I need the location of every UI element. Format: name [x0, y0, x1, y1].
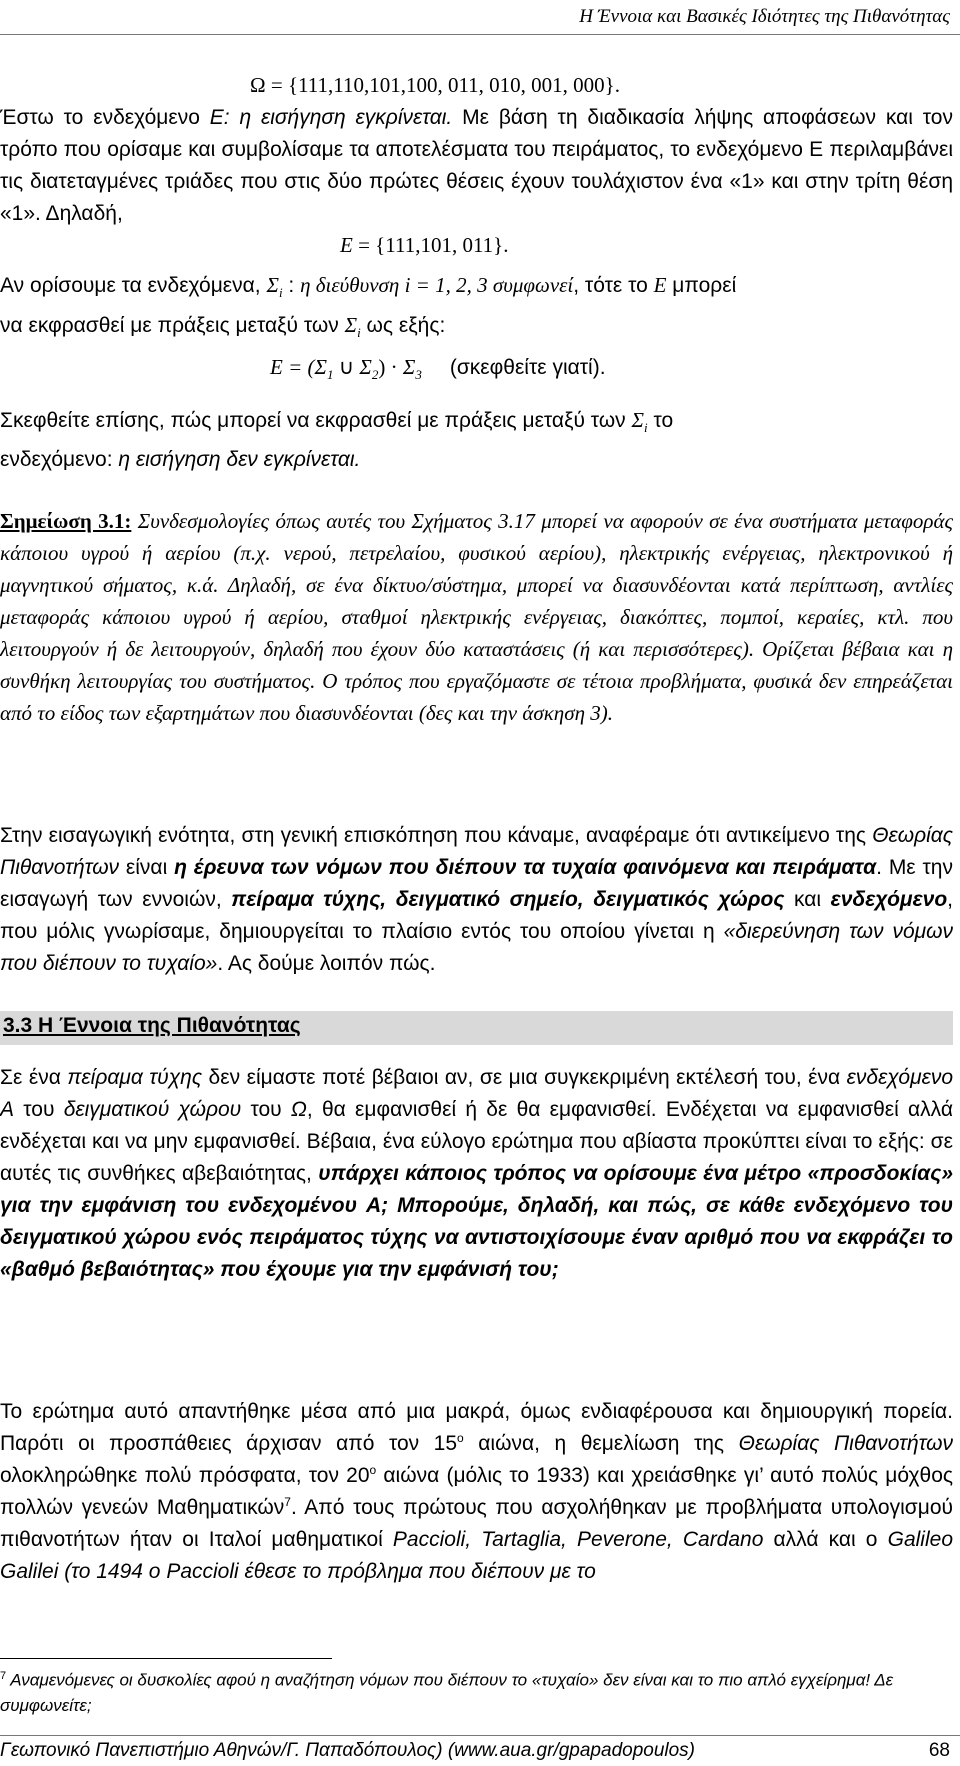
intro-t1: Στην εισαγωγική ενότητα, στη γενική επισκόπηση που κάναμε, αναφέραμε ότι αντικείμενο της: [0, 824, 873, 847]
sigma-index: i: [278, 285, 283, 301]
sp2-t2: αιώνα, η θεμελίωση της: [463, 1432, 739, 1455]
formula-sigma1: Σ: [314, 355, 327, 379]
sp1-t5: του: [14, 1098, 64, 1121]
section-heading-bar: [0, 1011, 953, 1045]
paragraph-sigma-events: [0, 270, 953, 301]
index-range: i = 1, 2, 3: [399, 273, 493, 297]
e-formula: [270, 352, 606, 383]
intro-t11: . Ας δούμε λοιπόν πώς.: [217, 952, 436, 975]
intro-t3: είναι: [119, 856, 175, 879]
note-label: Σημείωση 3.1:: [0, 509, 132, 533]
sigma-index-3: i: [644, 420, 648, 436]
section-title: 3.3 Η Έννοια της Πιθανότητας: [3, 1014, 301, 1037]
para3-line2a: ενδεχόμενο:: [0, 448, 119, 471]
footer-rule: [0, 1735, 960, 1736]
sample-space-term: δειγματικού χώρου: [63, 1098, 242, 1121]
random-experiment-term: πείραμα τύχης: [67, 1066, 203, 1089]
footnote-text: Αναμενόμενες οι δυσκολίες αφού η αναζήτηση νόμων που διέπουν το «τυχαίο» δεν είναι και το πιο απλό εγχείρημα! Δε συμφωνείτε;: [0, 1670, 894, 1715]
sp1-t3: δεν είμαστε ποτέ βέβαιοι αν, σε μια συγκεκριμένη εκτέλεσή του, ένα: [202, 1066, 847, 1089]
sp2-t1: Το ερώτημα αυτό απαντήθηκε μέσα από μια μακρά, όμως ενδιαφέρουσα και δημιουργική πορεία. Παρότι οι προσπάθειες άρχισαν από τον 15: [0, 1400, 953, 1455]
concepts-list: πείραμα τύχης, δειγματικό σημείο, δειγματικός χώρος: [231, 888, 785, 911]
page-number: 68: [928, 1740, 950, 1761]
footnote-ref-7[interactable]: 7: [284, 1495, 291, 1509]
para3-b: το: [647, 409, 674, 432]
intro-t9: , που μόλις γνωρίσαμε, δημιουργείται το πλαίσιο εντός του οποίου γίνεται η: [0, 888, 953, 943]
e-equals: =: [352, 233, 376, 257]
paragraph-sigma-events-line2: [0, 310, 445, 341]
para2-line2b: ως εξής:: [360, 314, 446, 337]
paragraph-probability-question: [0, 1062, 953, 1286]
running-header: Η Έννοια και Βασικές Ιδιότητες της Πιθανότητας: [579, 6, 950, 27]
paragraph-think-line2: [0, 445, 360, 475]
galileo-text: Galileo Galilei (το 1494 ο Paccioli έθεσε το πρόβλημα που διέπουν με το: [0, 1528, 953, 1583]
intro-t5: . Με την εισαγωγή των εννοιών,: [0, 856, 953, 911]
formula-lhs: E = (: [270, 355, 315, 379]
paragraph-event-e: [0, 102, 953, 230]
mathematicians-list: Paccioli, Tartaglia, Peverone, Cardano: [392, 1528, 764, 1551]
formula-note: (σκεφθείτε γιατί).: [449, 356, 606, 379]
formula-index2: 2: [371, 367, 379, 383]
para2-a: Αν ορίσουμε τα ενδεχόμενα,: [0, 274, 267, 297]
omega-equation: [250, 70, 620, 100]
header-rule: [0, 34, 960, 35]
footer-source: Γεωπονικό Πανεπιστήμιο Αθηνών/Γ. Παπαδόπουλος) (www.aua.gr/gpapadopoulos): [0, 1740, 696, 1761]
sigma-symbol: Σ: [266, 273, 279, 297]
sp2-t5: αιώνα (μόλις το 1933) και χρειάσθηκε γι’ αυτό πολύς μόχθος πολλών γενεών Μαθηματικών: [0, 1464, 953, 1519]
research-of-laws: η έρευνα των νόμων που διέπουν τα τυχαία φαινόμενα και πειράματα: [174, 856, 877, 879]
sp1-t1: Σε ένα: [0, 1066, 68, 1089]
key-question: υπάρχει κάποιος τρόπος να ορίσουμε ένα μέτρο «προσδοκίας» για την εμφάνιση του ενδεχομένου A; Μπορούμε, δηλαδή, και πώς, σε κάθε ενδεχόμενο του δειγματικού χώρου ενός πειράματος τύχης να αντιστοιχίσουμε έναν αριθμό που να εκφράζει το «βαθμό βεβαιότητας» που έχουμε για την εμφάνισή του;: [0, 1162, 953, 1281]
sigma-index-2: i: [357, 325, 361, 341]
note-3-1: [0, 505, 953, 729]
sigma-symbol-2: Σ: [344, 313, 358, 337]
para1-post: Με βάση τη διαδικασία λήψης αποφάσεων και τον τρόπο που ορίσαμε και συμβολίσαμε τα αποτελέσματα του πειράματος, το ενδεχόμενο Ε περιλαμβάνει τις διατεταγμένες τριάδες που στις δύο πρώτες θέσεις έχουν τουλάχιστον ένα «1» και στην τρίτη θέση «1». Δηλαδή,: [0, 106, 953, 225]
para2-line2a: να εκφρασθεί με πράξεις μεταξύ των: [0, 314, 345, 337]
omega-ref: Ω: [290, 1098, 307, 1121]
event-term: ενδεχόμενο: [830, 888, 948, 911]
sp1-t7: του: [241, 1098, 291, 1121]
e-equation: [340, 230, 509, 260]
event-e-definition: Ε: η εισήγηση εγκρίνεται.: [209, 106, 453, 129]
footnote-7: [0, 1664, 953, 1718]
para3-a: Σκεφθείτε επίσης, πώς μπορεί να εκφρασθεί με πράξεις μεταξύ των: [0, 409, 632, 432]
formula-index1: 1: [326, 367, 334, 383]
footnote-rule: [0, 1658, 332, 1659]
omega-set: {111,110,101,100, 011, 010, 001, 000}.: [287, 73, 620, 97]
formula-mid: ) ·: [378, 355, 403, 379]
formula-index3: 3: [415, 367, 422, 383]
omega-equals: =: [265, 73, 288, 97]
century-sup-2: ο: [369, 1463, 377, 1477]
probability-theory-term: Θεωρίας Πιθανοτήτων: [0, 824, 953, 879]
sp2-t4: ολοκληρώθηκε πολύ πρόσφατα, τον 20: [0, 1464, 370, 1487]
intro-t7: και: [784, 888, 831, 911]
formula-sigma2: Σ: [359, 355, 372, 379]
probability-theory-term-2: Θεωρίας Πιθανοτήτων: [738, 1432, 954, 1455]
omega-symbol: Ω: [250, 73, 266, 97]
footnote-number: 7: [0, 1670, 7, 1682]
para2-b: :: [282, 274, 301, 297]
investigation-quote: «διερεύνηση των νόμων που διέπουν το τυχαίο»: [0, 920, 953, 975]
paragraph-think: [0, 405, 953, 436]
sp1-t9: , θα εμφανισθεί ή δε θα εμφανισθεί. Ενδέχεται να εμφανισθεί αλλά ενδέχεται και να μην εμφανισθεί. Βέβαια, ένα εύλογο ερώτημα που αβίαστα προκύπτει είναι το εξής: σε αυτές τις συνθήκες αβεβαιότητας,: [0, 1098, 953, 1185]
paragraph-intro: [0, 820, 953, 980]
para2-h: μπορεί: [666, 274, 737, 297]
sigma-symbol-3: Σ: [631, 408, 645, 432]
event-a-term: ενδεχόμενο A: [0, 1066, 953, 1121]
para1-pre: Έστω το ενδεχόμενο: [0, 106, 210, 129]
e-symbol: E: [340, 233, 353, 257]
formula-sigma3: Σ: [402, 355, 416, 379]
e-set: {111,101, 011}.: [375, 233, 509, 257]
sp2-t6: . Από τους πρώτους που ασχολήθηκαν με προβλήματα υπολογισμού πιθανοτήτων ήταν οι Ιταλοί μαθηματικοί: [0, 1496, 953, 1551]
direction-text: η διεύθυνση: [300, 273, 400, 297]
paragraph-history: [0, 1396, 953, 1588]
note-text: Συνδεσμολογίες όπως αυτές του Σχήματος 3.17 μπορεί να αφορούν σε ένα συστήματα μεταφοράς κάποιου υγρού ή αερίου (π.χ. νερού, πετρελαίου, φυσικού αερίου), ηλεκτρικής ενέργειας, ηλεκτρονικού ή μαγνητικού σήματος, κ.ά. Δηλαδή, σε ένα δίκτυο/σύστημα, μπορεί να διασυνδέονται κατά περίπτωση, αντλίες μεταφοράς κάποιου υγρού ή αερίου, σταθμοί ηλεκτρικής ενέργειας, διακόπτες, πομποί, κεραίες, κτλ. που λειτουργούν ή δε λειτουργούν, δηλαδή που έχουν δύο καταστάσεις (ή και περισσότερες). Ορίζεται βέβαια και η συνθήκη λειτουργίας του συστήματος. Ο τρόπος που εργαζόμαστε σε τέτοια προβλήματα, φυσικά δεν επηρεάζεται από το είδος των εξαρτημάτων που διασυνδέονται (δες και την άσκηση 3).: [0, 509, 953, 725]
not-approved-text: η εισήγηση δεν εγκρίνεται.: [118, 448, 361, 471]
sp2-t8: αλλά και ο: [763, 1528, 888, 1551]
agrees-text: συμφωνεί: [492, 273, 574, 297]
e-ref: E: [653, 273, 667, 297]
para2-f: , τότε το: [573, 274, 654, 297]
formula-cup: ∪: [333, 355, 360, 379]
century-sup-1: ο: [457, 1431, 464, 1445]
